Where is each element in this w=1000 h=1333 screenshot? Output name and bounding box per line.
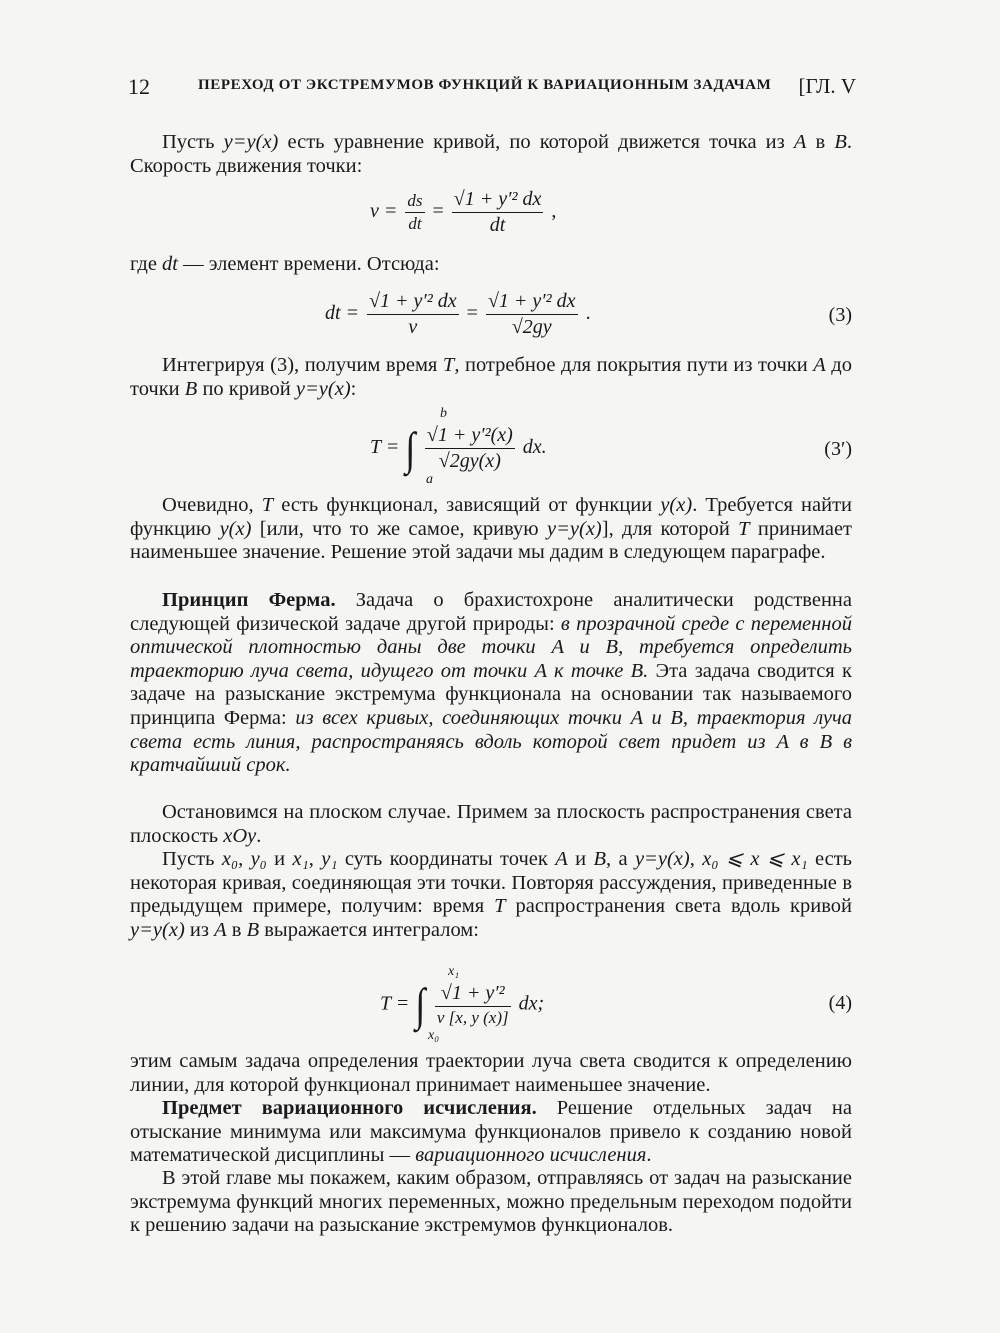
paragraph-subject: Предмет вариационного исчисления. Решение отдельных задач на отыскание минимума или максимума функционалов привело к созданию новой математической дисциплины — вариационного исчисления.	[130, 1097, 852, 1167]
equation-number-4: (4)	[828, 992, 852, 1014]
integral-lower-limit: a	[426, 472, 433, 487]
paragraph-integrating: Интегрируя (3), получим время T, потребное для покрытия пути из точки A до точки B по кривой y=y(x):	[130, 354, 852, 400]
paragraph-curve-equation: Пусть y=y(x) есть уравнение кривой, по которой движется точка из A в B. Скорость движения точки:	[130, 131, 852, 177]
equation-number-3: (3)	[828, 304, 852, 326]
integral-sign: ∫	[415, 979, 426, 1030]
formula-3-prime: T = ∫ $\frac{\text{√1 + y′²(x)}}{√2gy(x)}$ dx. b a (3′)	[370, 406, 852, 487]
formula-velocity: v = $\frac{ds}{dt}$ = $\frac{\text{√1 + y′² dx}}{dt}$ ,	[370, 188, 557, 236]
paragraph-coordinates: Пусть x₀, y₀ и x₁, y₁ суть координаты точек A и B, а y=y(x), x₀ ⩽ x ⩽ x₁ есть некоторая кривая, соединяющая эти точки. Повторяя рассуждения, приведенные в предыдущем примере, получим: время T распространения света вдоль кривой y=y(x) из A в B выражается интегралом:	[130, 848, 853, 941]
formula-3: dt = $\frac{\text{√1 + y′² dx}}{v}$ = $\frac{\text{√1 + y′² dx}}{√2gy}$ . (3)	[325, 290, 852, 338]
paragraph-chapter-plan: В этой главе мы покажем, каким образом, отправляясь от задач на разыскание экстремума функций многих переменных, можно предельным переходом подойти к решению задачи на разыскание экстремумов функционалов.	[130, 1167, 852, 1237]
integral-upper-limit: x₁	[448, 964, 460, 979]
integral-sign: ∫	[405, 422, 416, 474]
page-number: 12	[128, 74, 150, 99]
formula-4: T = ∫ $\frac{\text{√1 + y′²}}{v [x, y (x)]}$ dx; x₁ x₀ (4)	[380, 964, 852, 1043]
paragraph-light-trajectory: этим самым задача определения траектории луча света сводится к определению линии, для которой функционал принимает наименьшее значение.	[130, 1050, 852, 1096]
heading-subject: Предмет вариационного исчисления.	[162, 1097, 537, 1119]
heading-fermat: Принцип Ферма.	[162, 589, 336, 611]
equation-number-3-prime: (3′)	[824, 438, 852, 460]
paragraph-fermat-principle: Принцип Ферма. Задача о брахистохроне аналитически родственна следующей физической задаче другой природы: в прозрачной среде с переменной оптической плотностью даны две точки A и B, требуется определить траекторию луча света, идущего от точки A к точке B. Эта задача сводится к задаче на разыскание экстремума функционала на основании так называемого принципа Ферма: из всех кривых, соединяющих точки A и B, траектория луча света есть линия, распространяясь вдоль которой свет придет из A в B в кратчайший срок.	[130, 589, 853, 777]
integral-lower-limit: x₀	[428, 1028, 440, 1043]
integral-upper-limit: b	[440, 406, 447, 421]
paragraph-functional: Очевидно, T есть функционал, зависящий от функции y(x). Требуется найти функцию y(x) [или, что то же самое, кривую y=y(x)], для которой T принимает наименьшее значение. Решение этой задачи мы дадим в следующем параграфе.	[130, 494, 853, 564]
running-title: ПЕРЕХОД ОТ ЭКСТРЕМУМОВ ФУНКЦИЙ К ВАРИАЦИОННЫМ ЗАДАЧАМ	[198, 77, 772, 93]
paragraph-time-element: где dt — элемент времени. Отсюда:	[130, 253, 440, 275]
chapter-label: [ГЛ. V	[798, 74, 856, 98]
paragraph-planar-case: Остановимся на плоском случае. Примем за плоскость распространения света плоскость xOy.	[130, 801, 852, 847]
